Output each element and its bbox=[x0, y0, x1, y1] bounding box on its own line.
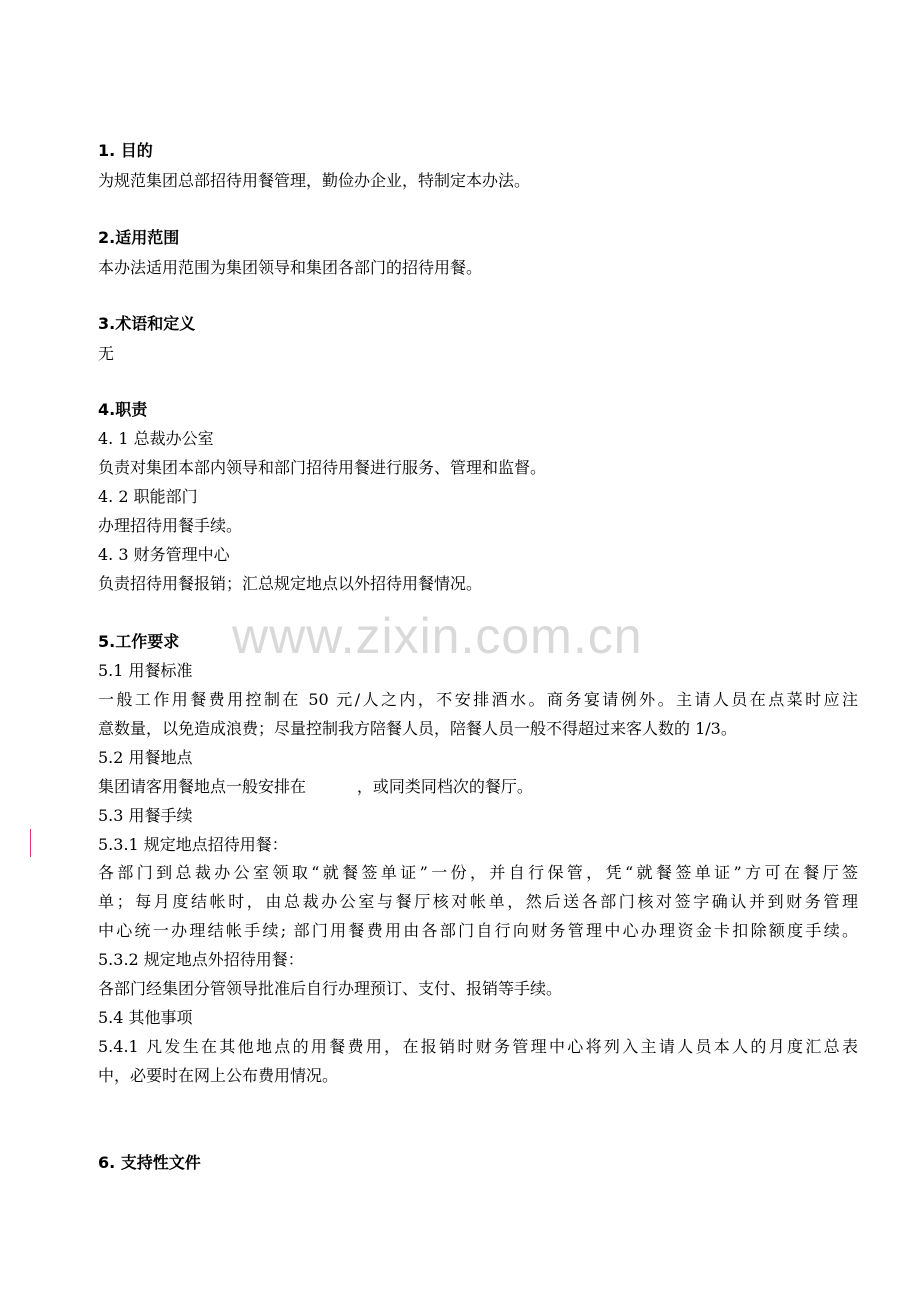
section-5-3-title: 5.3 用餐手续 bbox=[98, 806, 193, 825]
section-4-title: 4.职责 bbox=[98, 400, 148, 419]
section-5-4-1-body-line-2: 中，必要时在网上公布费用情况。 bbox=[98, 1066, 339, 1085]
section-3-body: 无 bbox=[98, 344, 115, 363]
section-6-title: 6. 支持性文件 bbox=[98, 1153, 201, 1172]
section-5-3-1-body-line-1: 各部门到总裁办公室领取“就餐签单证”一份，并自行保管，凭“就餐签单证”方可在餐厅签 bbox=[98, 863, 858, 882]
section-5-3-1-title: 5.3.1 规定地点招待用餐： bbox=[98, 835, 288, 854]
section-4-3-title: 4. 3 财务管理中心 bbox=[98, 545, 230, 564]
section-5-3-2-title: 5.3.2 规定地点外招待用餐： bbox=[98, 950, 304, 969]
section-2-title: 2.适用范围 bbox=[98, 228, 180, 247]
section-1-body: 为规范集团总部招待用餐管理，勤俭办企业，特制定本办法。 bbox=[98, 171, 531, 190]
section-4-2-title: 4. 2 职能部门 bbox=[98, 487, 198, 506]
section-5-1-body-line-1: 一般工作用餐费用控制在 50 元/人之内，不安排酒水。商务宴请例外。主请人员在点菜时应注 bbox=[98, 690, 858, 709]
margin-change-bar bbox=[30, 829, 31, 857]
section-5-3-1-body-line-2: 单；每月度结帐时，由总裁办公室与餐厅核对帐单，然后送各部门核对签字确认并到财务管理 bbox=[98, 892, 858, 911]
section-5-title: 5.工作要求 bbox=[98, 632, 180, 651]
section-5-3-1-body-line-3: 中心统一办理结帐手续; 部门用餐费用由各部门自行向财务管理中心办理资金卡扣除额度手续。 bbox=[98, 921, 858, 940]
section-4-1-body: 负责对集团本部内领导和部门招待用餐进行服务、管理和监督。 bbox=[98, 458, 547, 477]
section-5-3-2-body: 各部门经集团分管领导批准后自行办理预订、支付、报销等手续。 bbox=[98, 979, 563, 998]
section-5-1-body-line-2: 意数量，以免造成浪费；尽量控制我方陪餐人员，陪餐人员一般不得超过来客人数的 1/3。 bbox=[98, 719, 737, 738]
section-4-3-body: 负责招待用餐报销；汇总规定地点以外招待用餐情况。 bbox=[98, 574, 483, 593]
section-2-body: 本办法适用范围为集团领导和集团各部门的招待用餐。 bbox=[98, 258, 483, 277]
section-5-2-body: 集团请客用餐地点一般安排在 ，或同类同档次的餐厅。 bbox=[98, 777, 533, 796]
section-5-4-1-body-line-1: 5.4.1 凡发生在其他地点的用餐费用，在报销时财务管理中心将列入主请人员本人的月度汇总表 bbox=[98, 1037, 858, 1056]
section-4-1-title: 4. 1 总裁办公室 bbox=[98, 429, 214, 448]
section-4-2-body: 办理招待用餐手续。 bbox=[98, 516, 243, 535]
section-5-4-title: 5.4 其他事项 bbox=[98, 1008, 193, 1027]
section-5-2-title: 5.2 用餐地点 bbox=[98, 748, 193, 767]
section-5-1-title: 5.1 用餐标准 bbox=[98, 661, 193, 680]
section-1-title: 1. 目的 bbox=[98, 141, 153, 160]
section-3-title: 3.术语和定义 bbox=[98, 314, 196, 333]
watermark: www.zixin.com.cn bbox=[232, 608, 643, 664]
